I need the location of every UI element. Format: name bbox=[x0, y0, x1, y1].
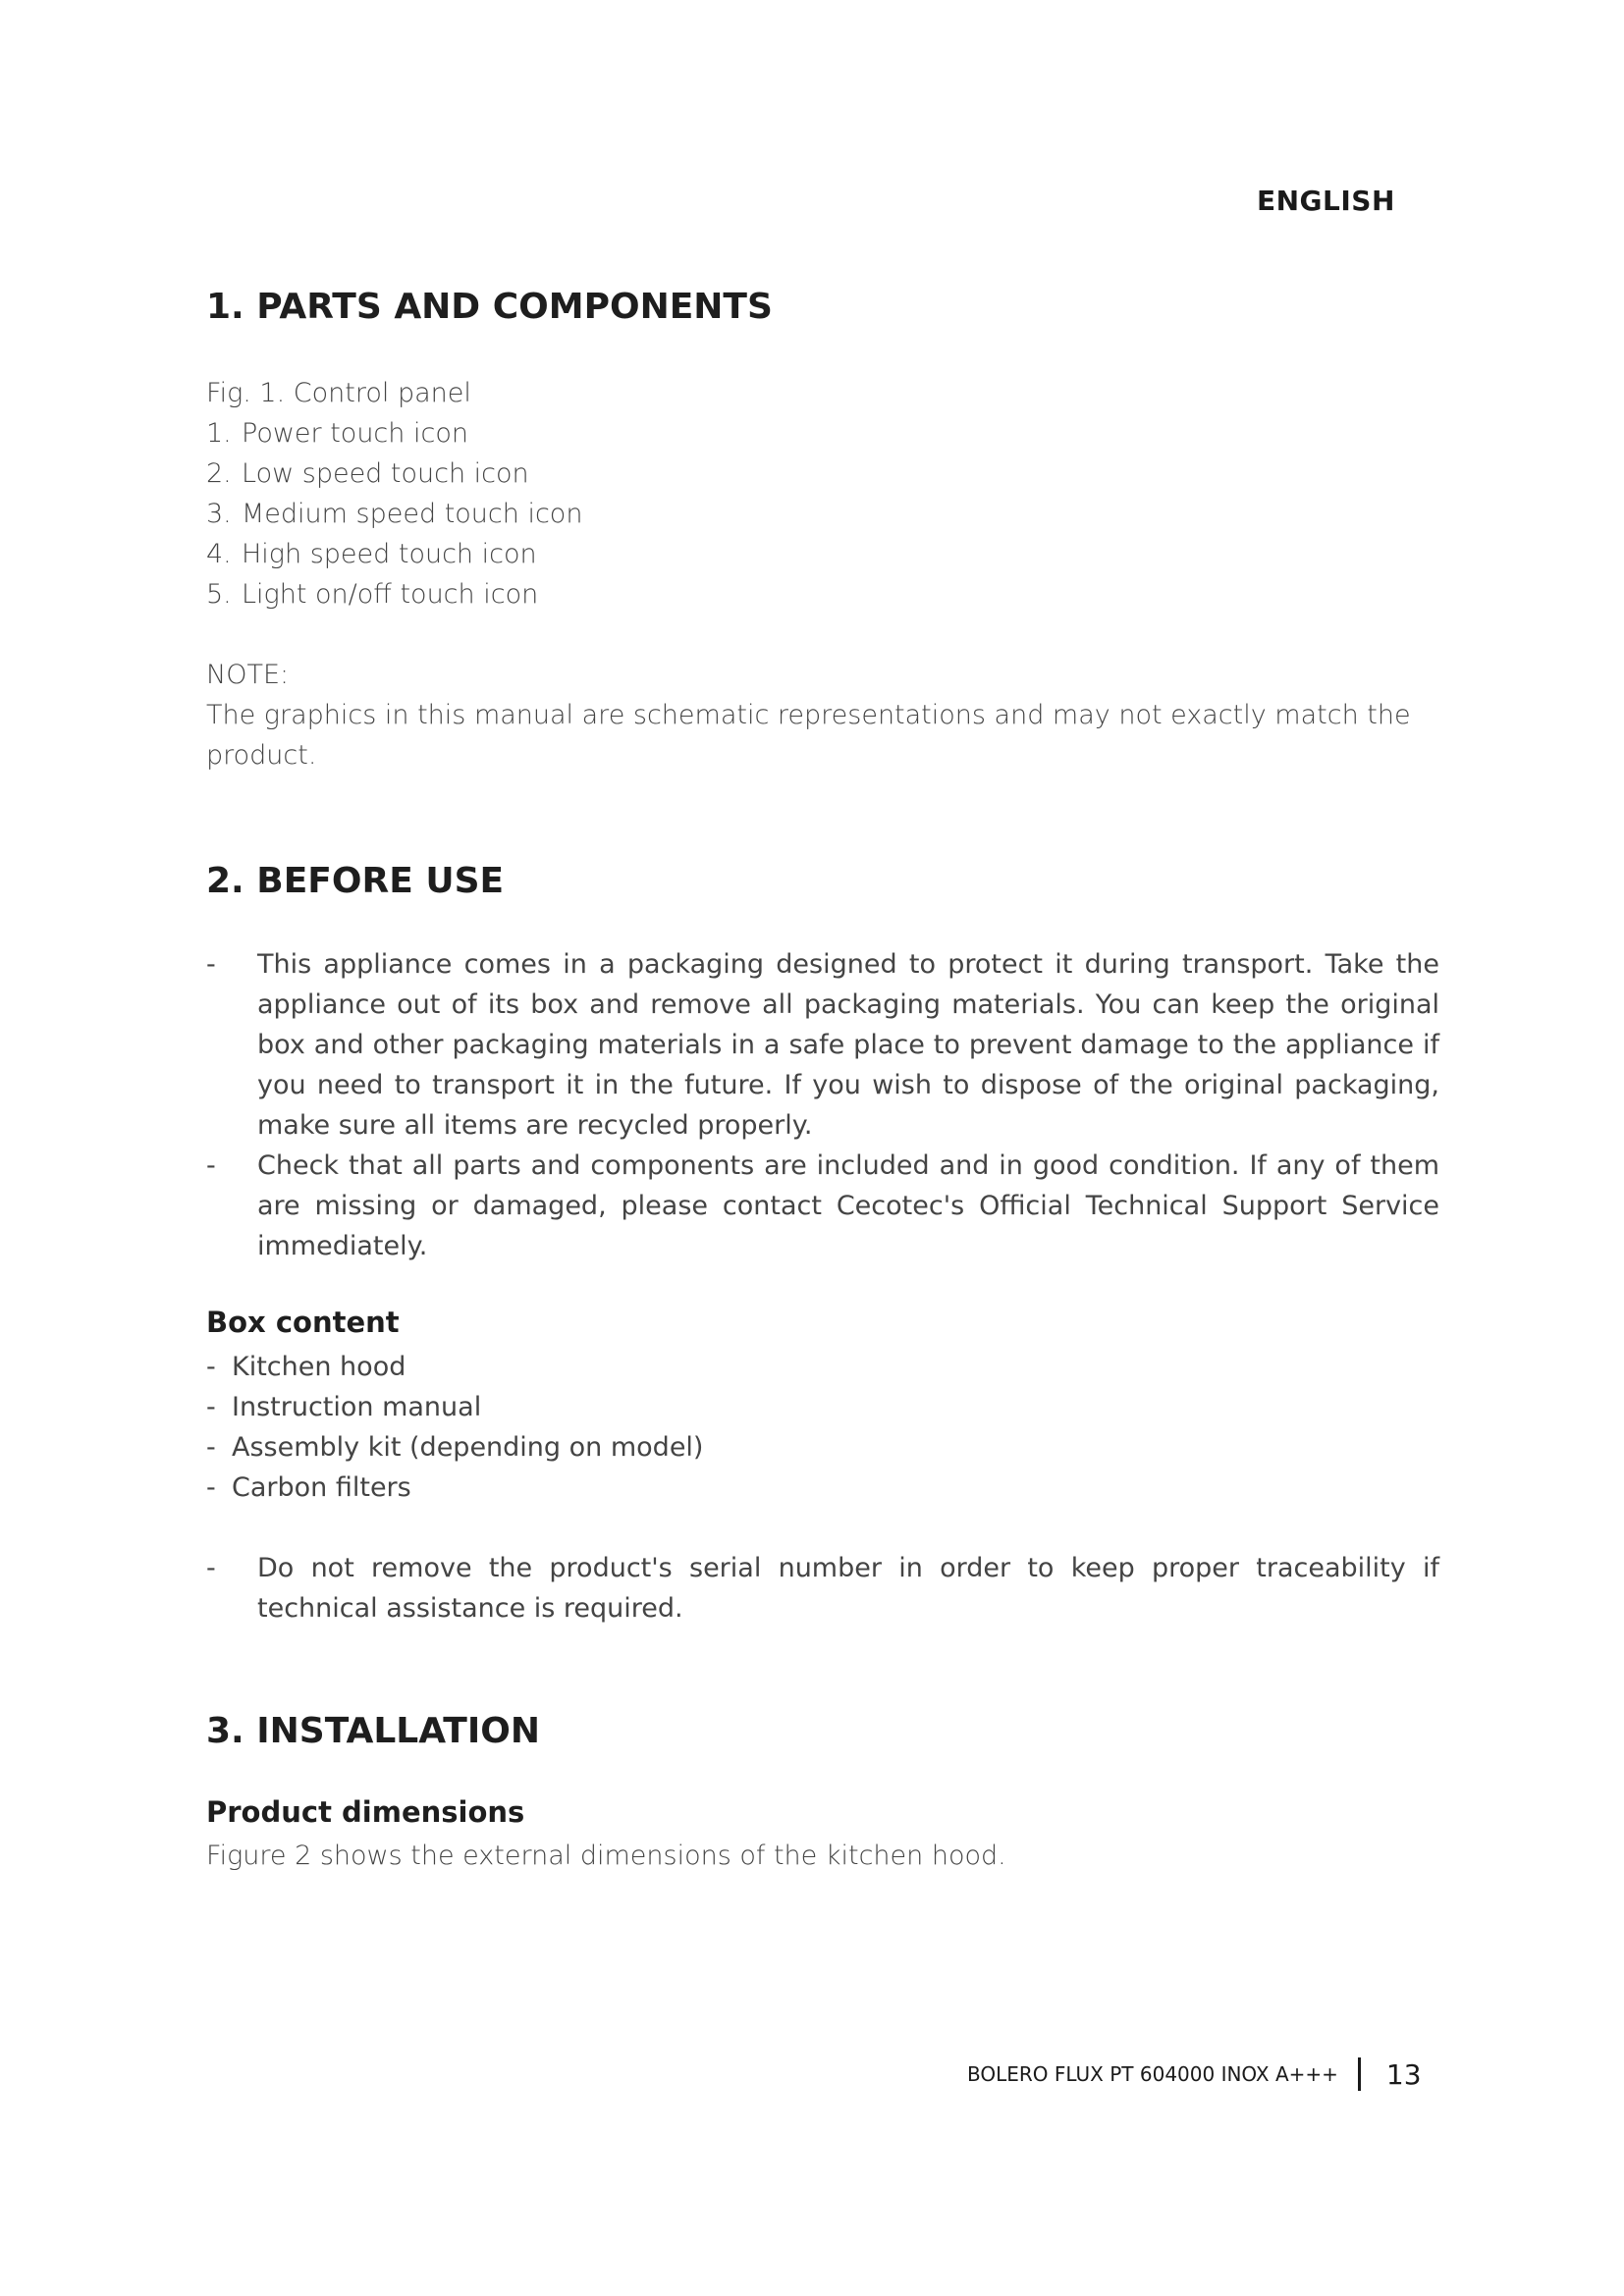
list-item-number: 1. bbox=[206, 418, 232, 449]
figure-caption: Fig. 1. Control panel bbox=[206, 378, 471, 408]
bullet-dash: - bbox=[206, 949, 216, 980]
list-item-text: This appliance comes in a packaging designed to protect it during transport. Take the appliance out of its box and remove all packaging materials. You can keep the original box and other packaging materials in a safe place to prevent damage to the appliance if you need to transport it in the future. If you wish to dispose of the original packaging, make sure all items are recycled properly. bbox=[257, 949, 1439, 1141]
list-item bbox=[206, 1347, 703, 1387]
section-2-title: 2. BEFORE USE bbox=[206, 861, 505, 901]
list-item-text: Carbon filters bbox=[232, 1472, 411, 1503]
list-item bbox=[206, 454, 582, 494]
bullet-dash: - bbox=[206, 1352, 216, 1382]
list-item-label: Power touch icon bbox=[242, 418, 468, 449]
list-item-number: 5. bbox=[206, 579, 232, 610]
language-label: ENGLISH bbox=[1257, 185, 1395, 217]
list-item bbox=[206, 534, 582, 574]
box-content-list bbox=[206, 1347, 703, 1508]
list-item-label: Light on/off touch icon bbox=[242, 579, 539, 610]
list-item bbox=[206, 413, 582, 454]
list-item-text: Instruction manual bbox=[232, 1392, 482, 1422]
list-item bbox=[206, 1468, 703, 1508]
list-item-text: Check that all parts and components are included and in good condition. If any of them are missing or damaged, please contact Cecotec's Official Technical Support Service immediately. bbox=[257, 1150, 1439, 1261]
footer-divider bbox=[1358, 2057, 1361, 2091]
page-footer bbox=[967, 2057, 1422, 2091]
list-item bbox=[206, 1146, 1439, 1266]
product-dimensions-text: Figure 2 shows the external dimensions of the kitchen hood. bbox=[206, 1841, 1006, 1871]
note-label: NOTE: bbox=[206, 660, 290, 690]
parts-list bbox=[206, 413, 582, 614]
list-item bbox=[206, 1548, 1439, 1629]
list-item-number: 4. bbox=[206, 539, 232, 569]
list-item-label: Low speed touch icon bbox=[242, 458, 529, 489]
list-item-text: Kitchen hood bbox=[232, 1352, 406, 1382]
section-1-title: 1. PARTS AND COMPONENTS bbox=[206, 287, 773, 327]
note-text: The graphics in this manual are schematic representations and may not exactly match the product. bbox=[206, 700, 1411, 771]
list-item bbox=[206, 574, 582, 614]
list-item-label: High speed touch icon bbox=[242, 539, 537, 569]
list-item-text: Assembly kit (depending on model) bbox=[232, 1432, 704, 1463]
bullet-dash: - bbox=[206, 1150, 216, 1181]
product-dimensions-title: Product dimensions bbox=[206, 1795, 525, 1829]
bullet-dash: - bbox=[206, 1432, 216, 1463]
serial-note bbox=[206, 1548, 1439, 1629]
list-item-text: Do not remove the product's serial number in order to keep proper traceability if technical assistance is required. bbox=[257, 1553, 1439, 1624]
list-item-number: 3. bbox=[206, 499, 232, 529]
list-item bbox=[206, 1427, 703, 1468]
before-use-list bbox=[206, 944, 1439, 1266]
list-item-label: Medium speed touch icon bbox=[242, 499, 583, 529]
bullet-dash: - bbox=[206, 1553, 216, 1583]
box-content-title: Box content bbox=[206, 1306, 400, 1339]
list-item bbox=[206, 944, 1439, 1146]
page-number: 13 bbox=[1385, 2057, 1422, 2091]
bullet-dash: - bbox=[206, 1472, 216, 1503]
list-item bbox=[206, 494, 582, 534]
list-item bbox=[206, 1387, 703, 1427]
section-3-title: 3. INSTALLATION bbox=[206, 1711, 540, 1751]
list-item-number: 2. bbox=[206, 458, 232, 489]
footer-model: BOLERO FLUX PT 604000 INOX A+++ bbox=[967, 2062, 1338, 2086]
bullet-dash: - bbox=[206, 1392, 216, 1422]
